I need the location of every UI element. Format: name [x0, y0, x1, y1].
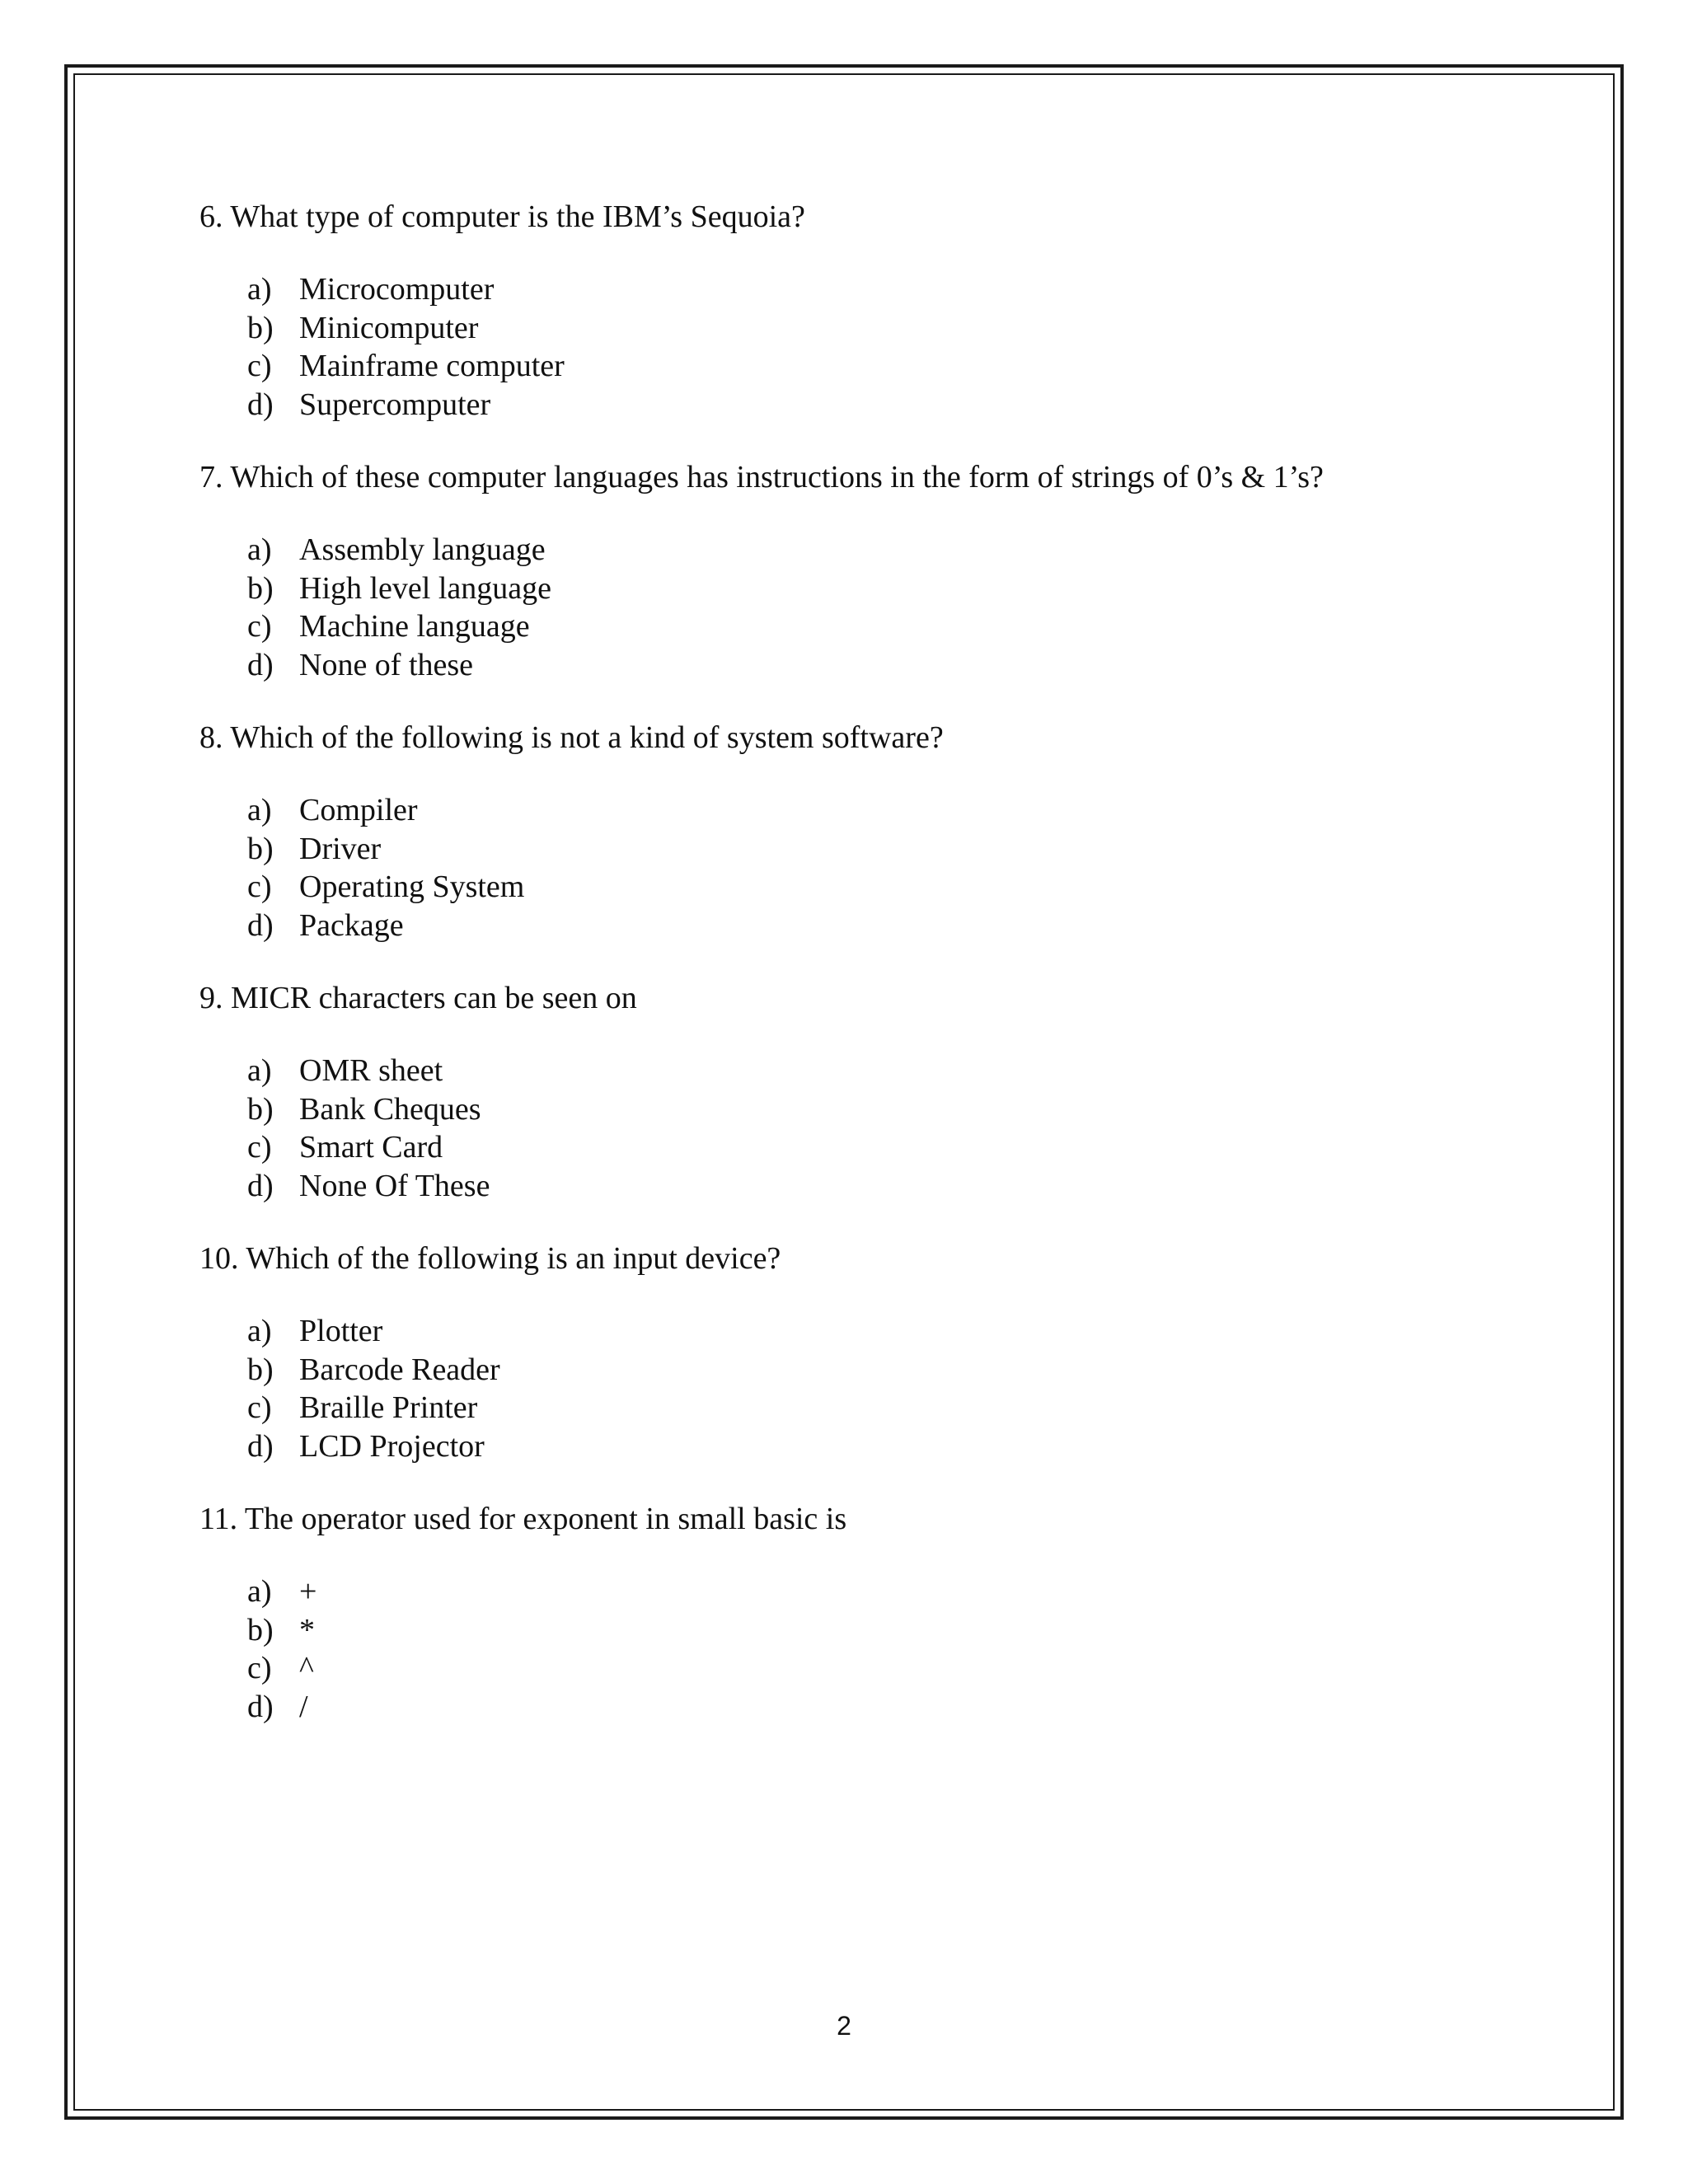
option-item	[247, 607, 1485, 646]
question-text: 7. Which of these computer languages has instructions in the form of strings of 0’s & 1’s?	[199, 460, 1324, 494]
option-text: Smart Card	[299, 1130, 443, 1165]
option-item	[247, 791, 1485, 830]
option-letter: d)	[247, 907, 274, 943]
option-list	[199, 531, 1485, 684]
option-item	[247, 347, 1485, 386]
question-text: 10. Which of the following is an input device?	[199, 1241, 781, 1276]
option-letter: d)	[247, 647, 274, 682]
option-text: Barcode Reader	[299, 1352, 500, 1387]
question-block	[199, 715, 1485, 944]
option-letter: a)	[247, 793, 272, 827]
option-item	[247, 646, 1485, 685]
option-item	[247, 531, 1485, 569]
option-letter: a)	[247, 1574, 272, 1609]
option-list	[199, 791, 1485, 944]
option-item	[247, 1167, 1485, 1206]
option-text: Compiler	[299, 793, 418, 827]
option-item	[247, 907, 1485, 945]
option-text: ^	[299, 1651, 314, 1685]
option-item	[247, 1611, 1485, 1650]
option-item	[247, 1688, 1485, 1727]
question-block	[199, 455, 1485, 684]
option-list	[199, 1312, 1485, 1465]
option-item	[247, 1052, 1485, 1090]
option-item	[247, 1312, 1485, 1351]
option-letter: b)	[247, 831, 274, 866]
option-text: None of these	[299, 647, 474, 682]
option-item	[247, 270, 1485, 309]
option-letter: a)	[247, 532, 272, 567]
option-item	[247, 569, 1485, 608]
option-text: Braille Printer	[299, 1390, 478, 1425]
option-item	[247, 1427, 1485, 1466]
option-item	[247, 868, 1485, 907]
option-letter: d)	[247, 1428, 274, 1464]
option-letter: a)	[247, 1053, 272, 1088]
option-text: Minicomputer	[299, 310, 479, 345]
option-text: High level language	[299, 570, 552, 606]
question-text: 6. What type of computer is the IBM’s Sequoia?	[199, 199, 805, 234]
option-item	[247, 1090, 1485, 1129]
option-letter: d)	[247, 1168, 274, 1203]
option-letter: a)	[247, 272, 272, 307]
option-letter: c)	[247, 609, 272, 644]
option-text: Assembly language	[299, 532, 546, 567]
option-letter: c)	[247, 349, 272, 383]
option-letter: d)	[247, 1689, 274, 1724]
option-letter: c)	[247, 1130, 272, 1165]
option-text: Package	[299, 907, 404, 943]
option-text: Supercomputer	[299, 387, 491, 422]
option-text: OMR sheet	[299, 1053, 443, 1088]
option-text: Plotter	[299, 1314, 383, 1348]
option-letter: b)	[247, 1091, 274, 1127]
option-item	[247, 309, 1485, 348]
option-text: LCD Projector	[299, 1428, 485, 1464]
option-item	[247, 1351, 1485, 1390]
option-letter: b)	[247, 570, 274, 606]
option-text: Driver	[299, 831, 382, 866]
option-letter: c)	[247, 1651, 272, 1685]
question-block	[199, 194, 1485, 424]
option-letter: c)	[247, 1390, 272, 1425]
page-number: 2	[837, 2011, 851, 2041]
option-item	[247, 1128, 1485, 1167]
option-text: Microcomputer	[299, 272, 495, 307]
option-item	[247, 386, 1485, 424]
option-list	[199, 1052, 1485, 1205]
option-letter: b)	[247, 1352, 274, 1387]
option-text: Bank Cheques	[299, 1091, 481, 1127]
option-item	[247, 1389, 1485, 1427]
option-text: *	[299, 1612, 315, 1647]
option-list	[199, 1572, 1485, 1726]
option-item	[247, 1572, 1485, 1611]
question-text: 8. Which of the following is not a kind of system software?	[199, 720, 944, 755]
question-block	[199, 1236, 1485, 1465]
option-item	[247, 1649, 1485, 1688]
question-block	[199, 976, 1485, 1205]
option-letter: b)	[247, 310, 274, 345]
option-item	[247, 830, 1485, 869]
question-list	[199, 194, 1485, 1757]
question-text: 11. The operator used for exponent in small basic is	[199, 1502, 847, 1536]
option-letter: b)	[247, 1612, 274, 1647]
question-block	[199, 1497, 1485, 1726]
option-text: Machine language	[299, 609, 530, 644]
option-text: None Of These	[299, 1168, 490, 1203]
option-text: /	[299, 1689, 308, 1724]
option-letter: a)	[247, 1314, 272, 1348]
option-text: Operating System	[299, 869, 525, 904]
option-letter: d)	[247, 387, 274, 422]
option-letter: c)	[247, 869, 272, 904]
option-text: Mainframe computer	[299, 349, 565, 383]
option-text: +	[299, 1574, 317, 1609]
question-text: 9. MICR characters can be seen on	[199, 981, 637, 1015]
option-list	[199, 270, 1485, 424]
